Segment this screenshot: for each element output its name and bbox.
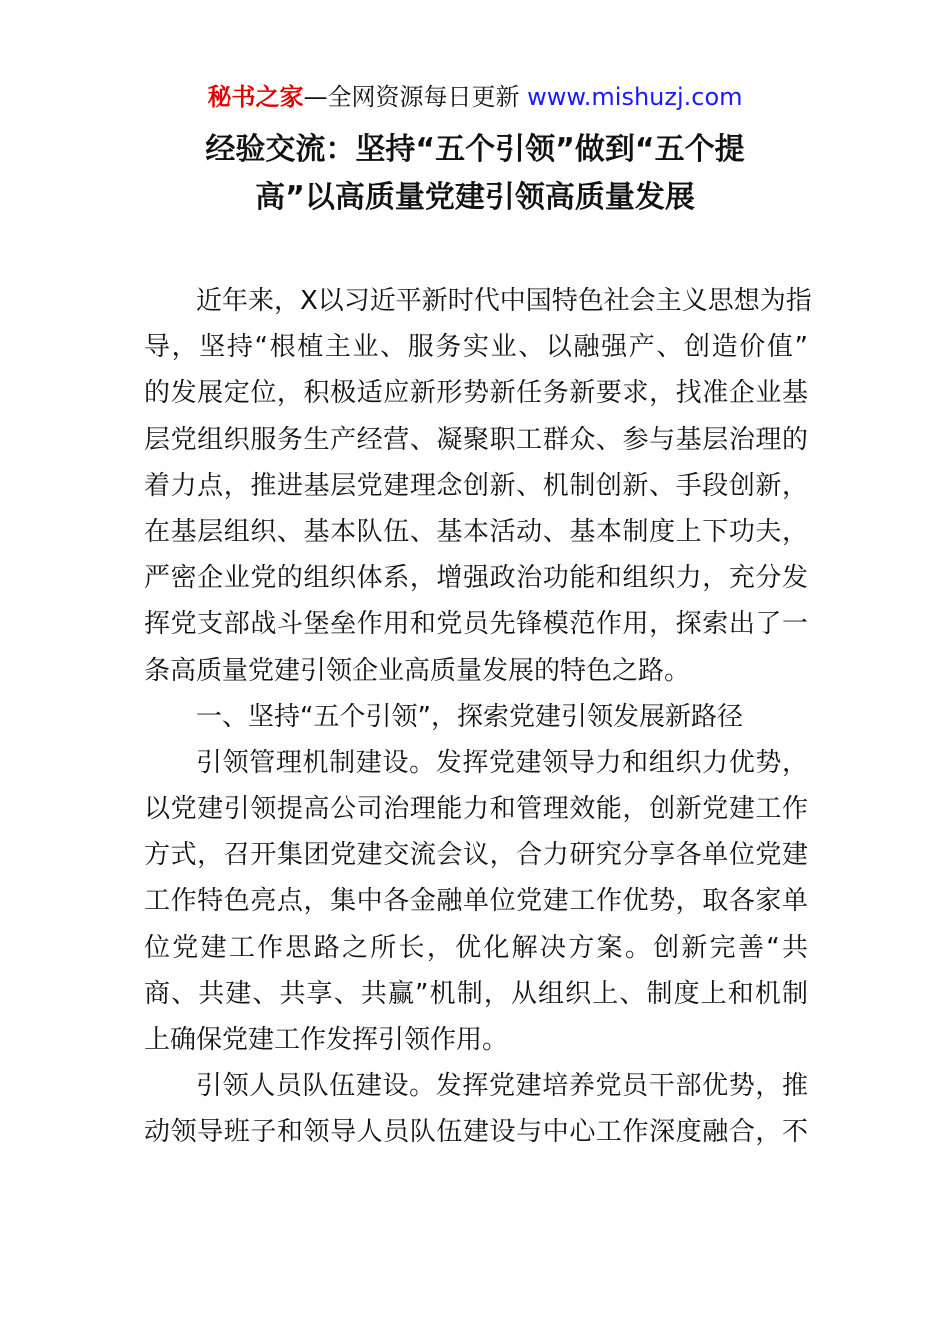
site-tagline: —全网资源每日更新 bbox=[303, 83, 528, 111]
title-line-2: 高”以高质量党建引领高质量发展 bbox=[255, 180, 695, 215]
body-line: 动领导班子和领导人员队伍建设与中心工作深度融合，不 bbox=[144, 1117, 808, 1148]
body-line: 严密企业党的组织体系，增强政治功能和组织力，充分发 bbox=[144, 563, 808, 594]
site-header bbox=[0, 82, 950, 112]
body-line: 条高质量党建引领企业高质量发展的特色之路。 bbox=[144, 655, 691, 686]
site-brand: 秘书之家 bbox=[207, 83, 304, 111]
body-line: 近年来，X以习近平新时代中国特色社会主义思想为指 bbox=[196, 286, 812, 316]
site-url-link[interactable]: www.mishuzj.com bbox=[527, 83, 743, 111]
body-line: 在基层组织、基本队伍、基本活动、基本制度上下功夫， bbox=[144, 516, 808, 547]
title-line-1: 经验交流：坚持“五个引领”做到“五个提 bbox=[205, 132, 745, 167]
body-line: 层党组织服务生产经营、凝聚职工群众、参与基层治理的 bbox=[144, 424, 808, 455]
body-line: 引领人员队伍建设。发挥党建培养党员干部优势，推 bbox=[196, 1071, 808, 1102]
body-line: 方式，召开集团党建交流会议，合力研究分享各单位党建 bbox=[144, 840, 808, 871]
body-line: 引领管理机制建设。发挥党建领导力和组织力优势， bbox=[196, 747, 808, 778]
body-line: 上确保党建工作发挥引领作用。 bbox=[144, 1025, 509, 1055]
body-line: 位党建工作思路之所长，优化解决方案。创新完善“共 bbox=[144, 932, 808, 963]
body-line: 商、共建、共享、共赢”机制，从组织上、制度上和机制 bbox=[144, 978, 808, 1009]
body-line: 导，坚持“根植主业、服务实业、以融强产、创造价值” bbox=[144, 332, 808, 363]
body-line: 挥党支部战斗堡垒作用和党员先锋模范作用，探索出了一 bbox=[144, 609, 808, 640]
body-line: 着力点，推进基层党建理念创新、机制创新、手段创新， bbox=[144, 470, 808, 501]
document-title bbox=[120, 126, 830, 222]
body-line: 以党建引领提高公司治理能力和管理效能，创新党建工作 bbox=[144, 794, 808, 825]
section-heading: 一、坚持“五个引领”，探索党建引领发展新路径 bbox=[196, 701, 743, 732]
body-line: 工作特色亮点，集中各金融单位党建工作优势，取各家单 bbox=[144, 886, 808, 917]
document-body bbox=[144, 278, 812, 1156]
body-line: 的发展定位，积极适应新形势新任务新要求，找准企业基 bbox=[144, 378, 808, 409]
